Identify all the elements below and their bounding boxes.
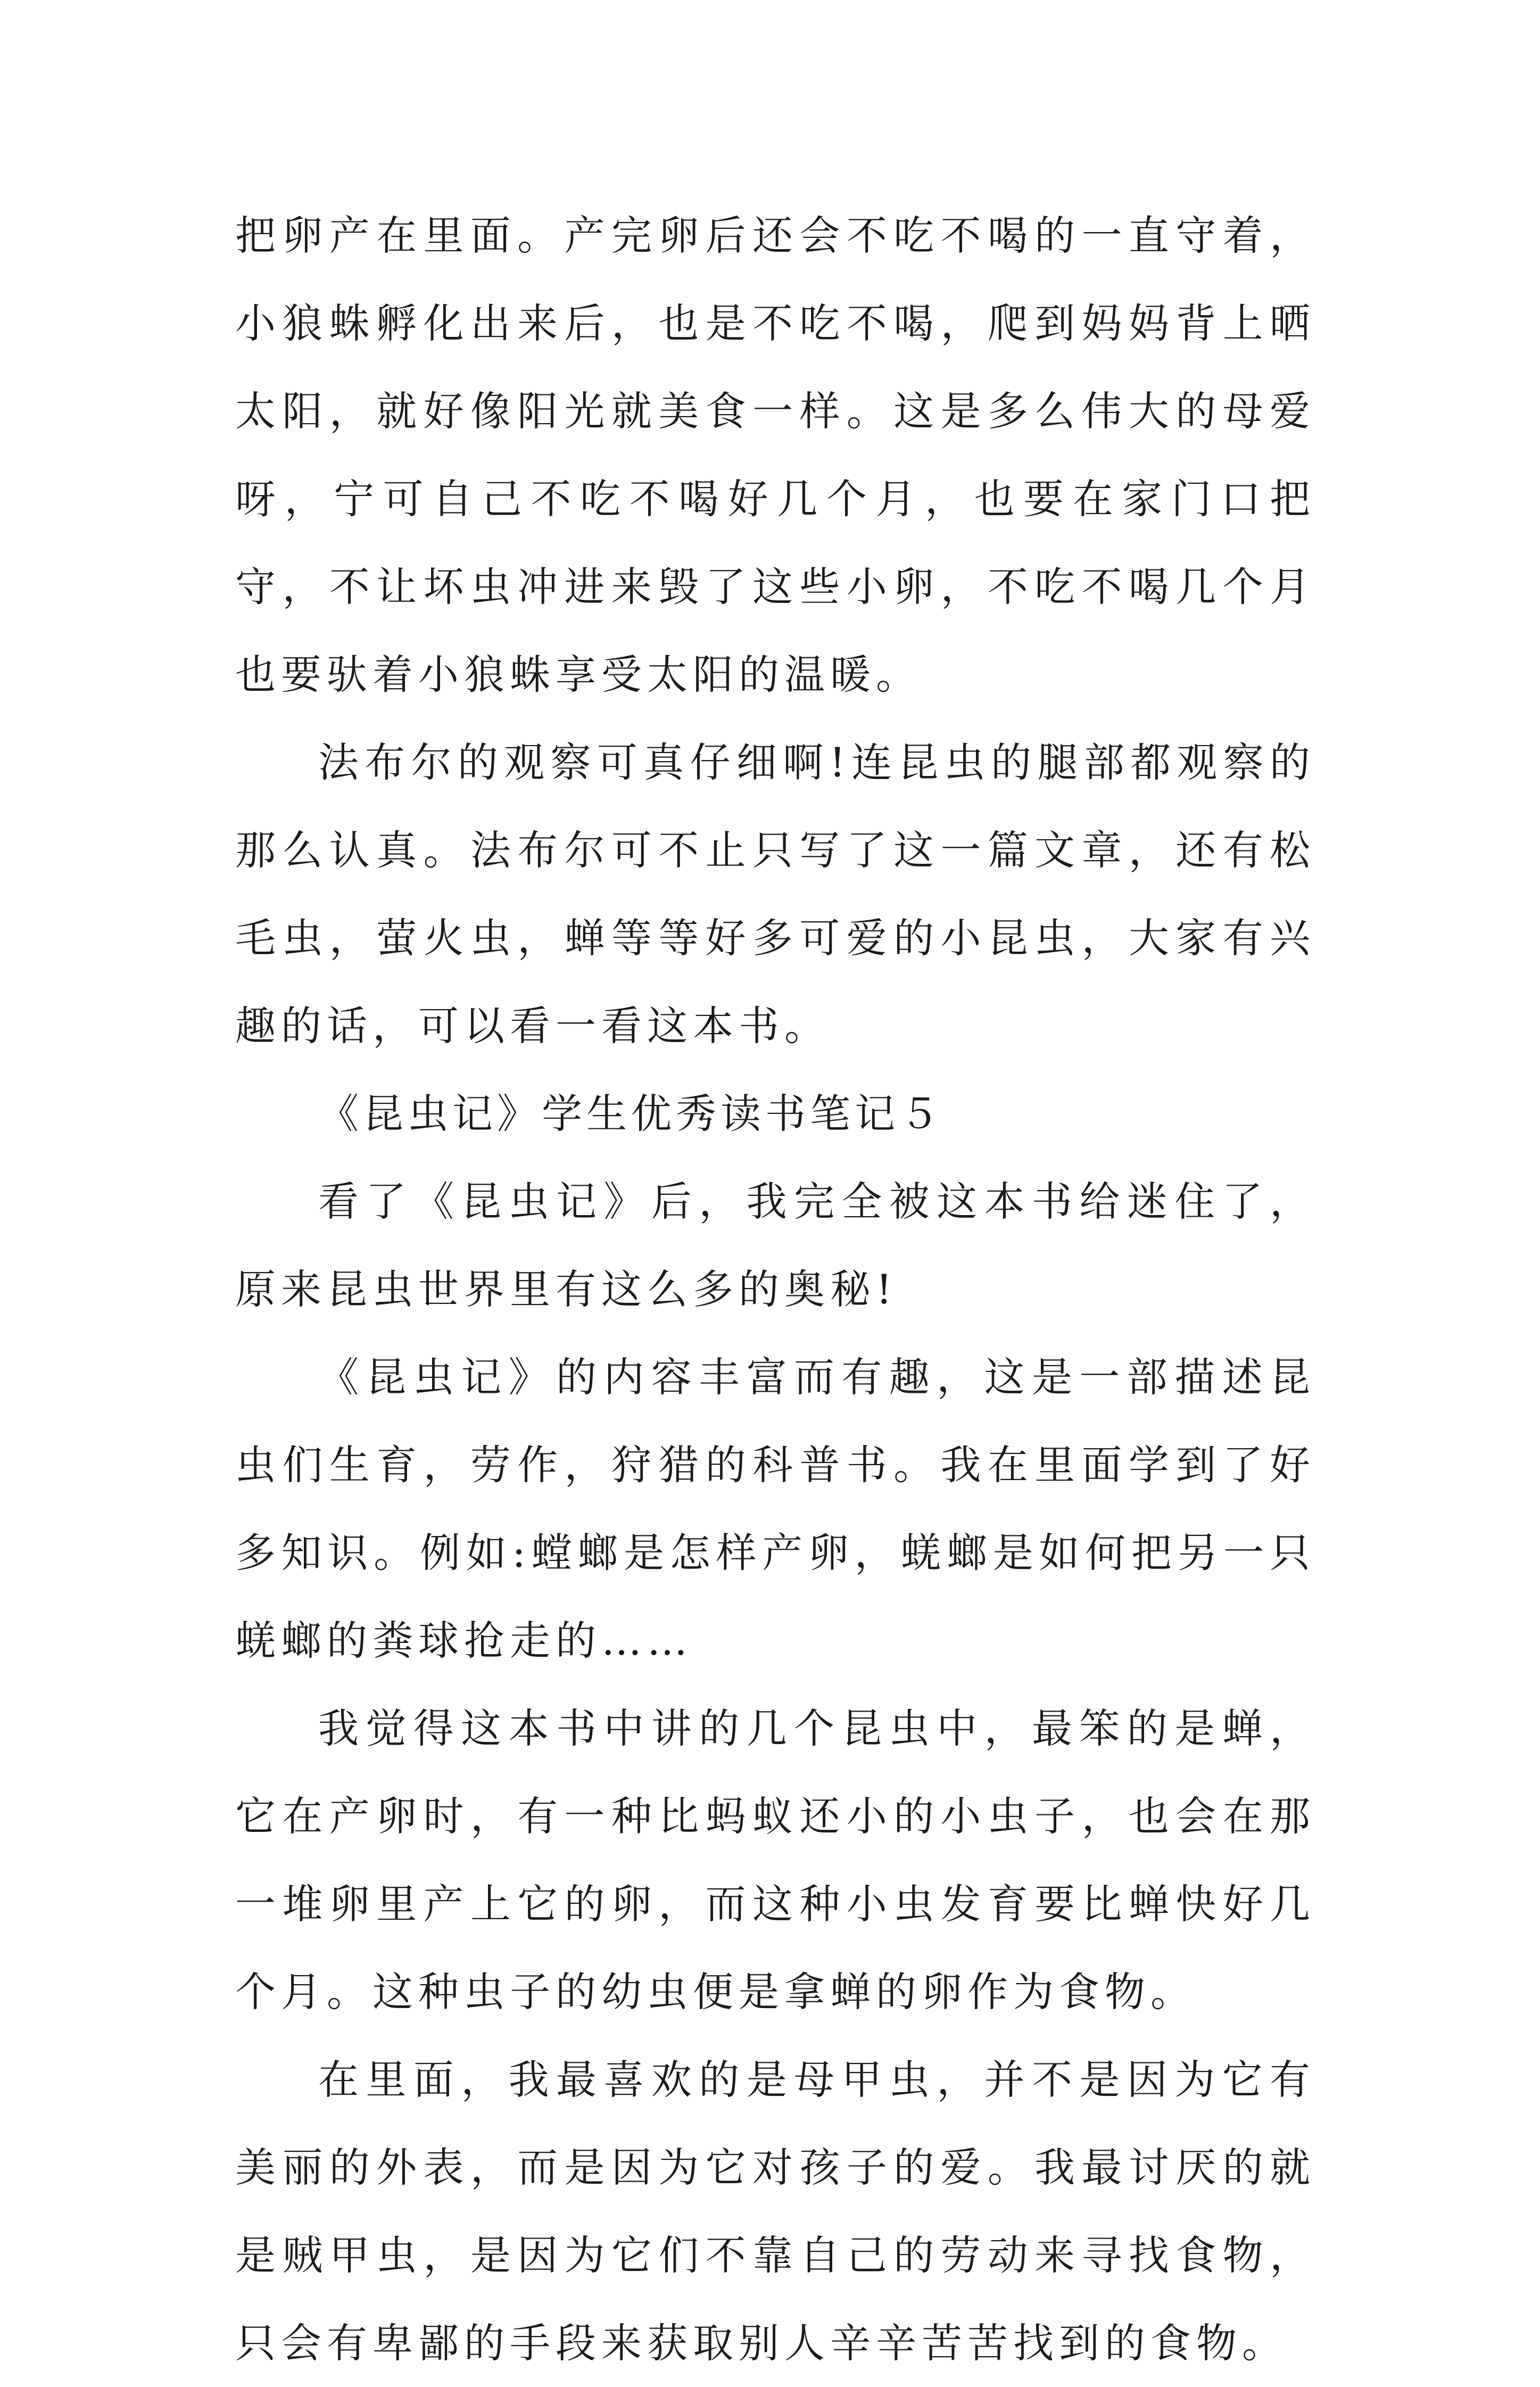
body-text — [235, 192, 1315, 2387]
paragraph-favorite-beetle: 在里面，我最喜欢的是母甲虫，并不是因为它有美丽的外表，而是因为它对孩子的爱。我最讨厌的就是贼甲虫，是因为它们不靠自己的劳动来寻找食物，只会有卑鄙的手段来获取别人辛辛苦苦找到的食物。 — [235, 2056, 1315, 2367]
paragraph-first-impression: 看了《昆虫记》后，我完全被这本书给迷住了，原来昆虫世界里有这么多的奥秘! — [235, 1178, 1315, 1313]
paragraph-intro-continuation: 把卵产在里面。产完卵后还会不吃不喝的一直守着，小狼蛛孵化出来后，也是不吃不喝，爬到妈妈背上晒太阳，就好像阳光就美食一样。这是多么伟大的母爱呀，宁可自己不吃不喝好几个月，也要在家门口把守，不让坏虫冲进来毁了这些小卵，不吃不喝几个月也要驮着小狼蛛享受太阳的温暖。 — [235, 212, 1315, 698]
paragraph-book-content: 《昆虫记》的内容丰富而有趣，这是一部描述昆虫们生育，劳作，狩猎的科普书。我在里面学到了好多知识。例如:螳螂是怎样产卵，蜣螂是如何把另一只蜣螂的粪球抢走的…… — [235, 1353, 1315, 1664]
section-heading: 《昆虫记》学生优秀读书笔记５ — [318, 1090, 944, 1137]
paragraph-cicada: 我觉得这本书中讲的几个昆虫中，最笨的是蝉，它在产卵时，有一种比蚂蚁还小的小虫子，也会在那一堆卵里产上它的卵，而这种小虫发育要比蝉快好几个月。这种虫子的幼虫便是拿蝉的卵作为食物。 — [235, 1705, 1315, 2016]
paragraph-fabre-observation: 法布尔的观察可真仔细啊!连昆虫的腿部都观察的那么认真。法布尔可不止只写了这一篇文章，还有松毛虫，萤火虫，蝉等等好多可爱的小昆虫，大家有兴趣的话，可以看一看这本书。 — [235, 739, 1315, 1050]
